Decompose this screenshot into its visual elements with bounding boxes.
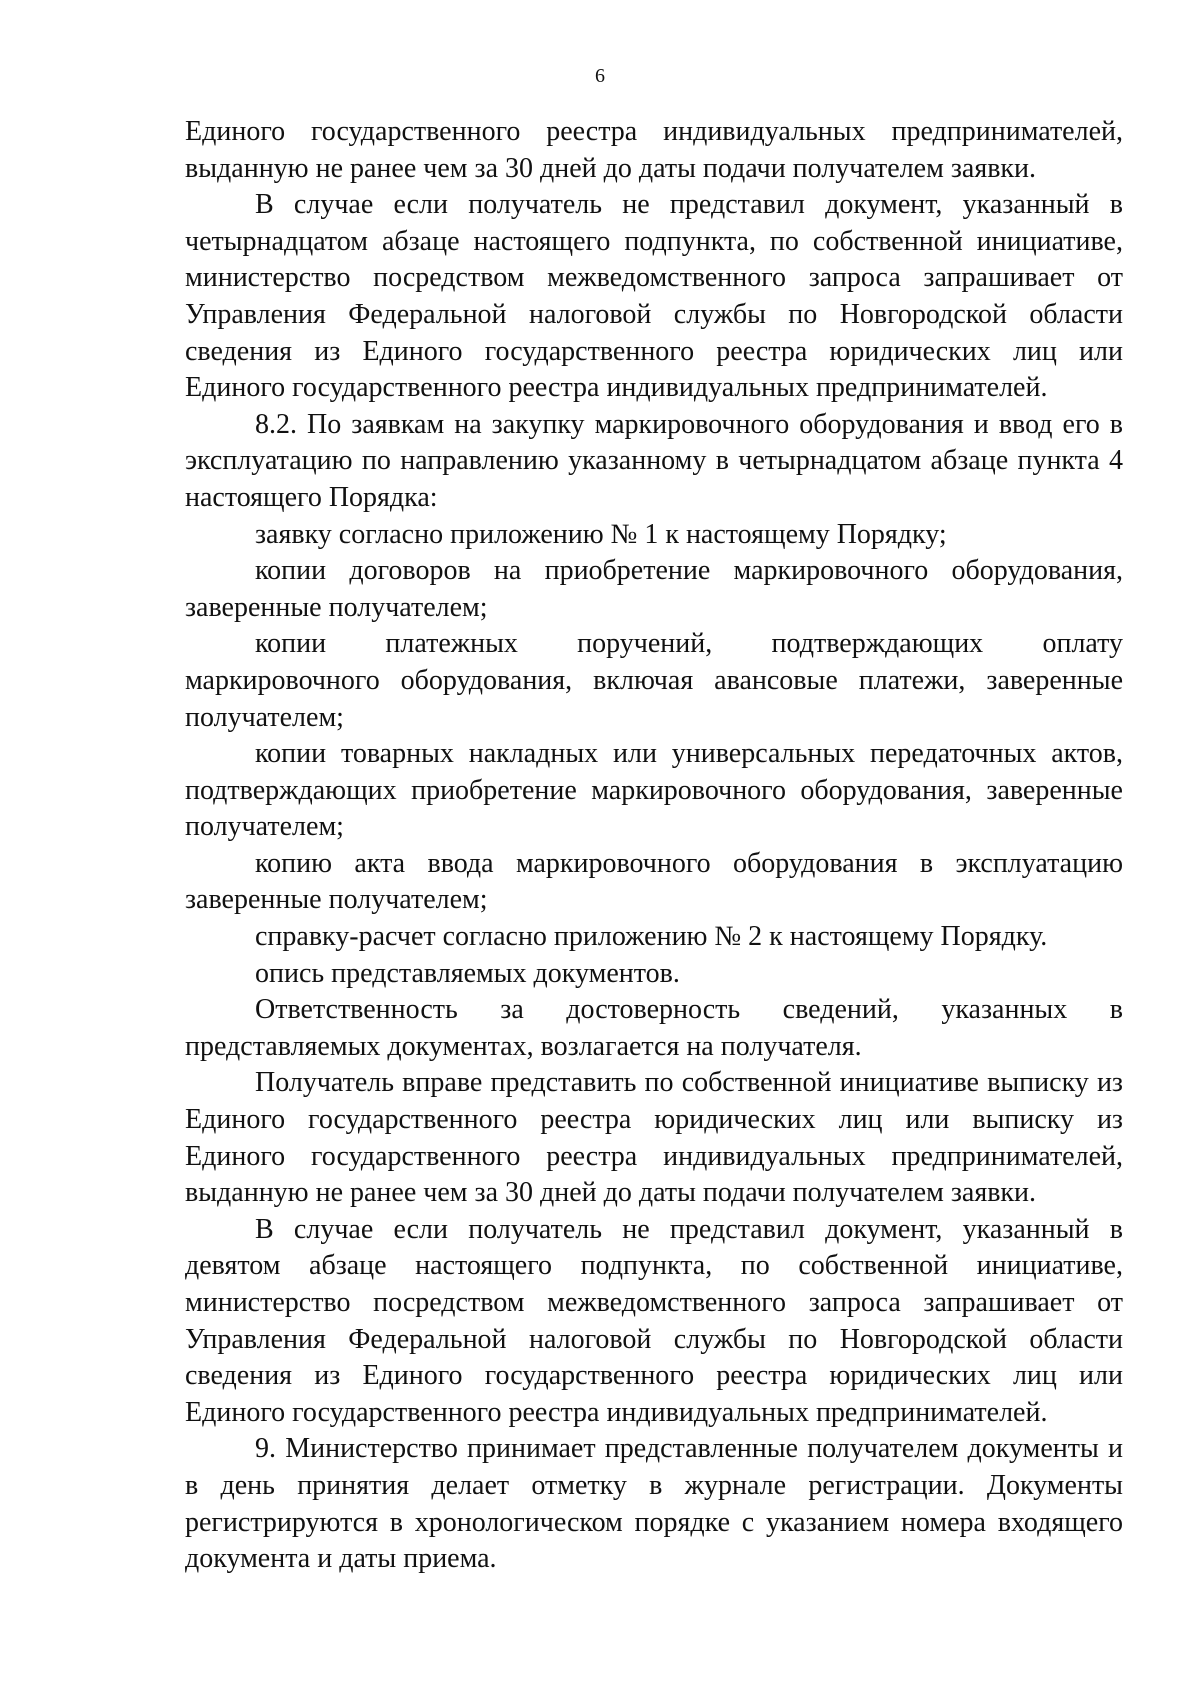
page-number: 6	[595, 65, 605, 87]
paragraph-continuation	[185, 114, 1123, 187]
paragraph-section-8-2	[185, 407, 1123, 517]
text-line: выданную не ранее чем за 30 дней до даты подачи получателем заявки.	[185, 1177, 1037, 1209]
text-line: копии товарных накладных или универсальных передаточных актов,	[255, 738, 1123, 770]
text-line: копии договоров на приобретение маркировочного оборудования,	[255, 555, 1123, 587]
list-item	[185, 919, 1123, 956]
text-line: регистрируются в хронологическом порядке с указанием номера входящего	[185, 1506, 1123, 1538]
text-line: министерство посредством межведомственного запроса запрашивает от	[185, 262, 1123, 294]
text-line: эксплуатацию по направлению указанному в четырнадцатом абзаце пункта 4	[185, 445, 1123, 477]
text-line: В случае если получатель не представил документ, указанный в	[255, 1213, 1123, 1245]
text-line: настоящего Порядка:	[185, 481, 438, 513]
text-line: Единого государственного реестра юридических лиц или выписку из	[185, 1104, 1123, 1136]
text-line: В случае если получатель не представил документ, указанный в	[255, 189, 1123, 221]
text-line: выданную не ранее чем за 30 дней до даты подачи получателем заявки.	[185, 152, 1037, 184]
paragraph-section-9	[185, 1431, 1123, 1577]
text-line: Единого государственного реестра индивидуальных предпринимателей.	[185, 1396, 1048, 1428]
list-item	[185, 553, 1123, 626]
paragraph	[185, 187, 1123, 407]
text-line: получателем;	[185, 701, 344, 733]
text-line: маркировочного оборудования, включая авансовые платежи, заверенные	[185, 664, 1123, 696]
text-line: Единого государственного реестра индивидуальных предпринимателей,	[185, 116, 1123, 147]
text-line: 8.2. По заявкам на закупку маркировочного оборудования и ввод его в	[255, 408, 1123, 440]
text-line: заверенные получателем;	[185, 884, 488, 916]
text-line: девятом абзаце настоящего подпункта, по собственной инициативе,	[185, 1250, 1123, 1282]
text-line: Управления Федеральной налоговой службы по Новгородской области	[185, 1323, 1123, 1355]
text-line: Управления Федеральной налоговой службы по Новгородской области	[185, 298, 1123, 330]
paragraph	[185, 1065, 1123, 1211]
text-line: Ответственность за достоверность сведений, указанных в	[255, 994, 1123, 1026]
text-line: в день принятия делает отметку в журнале регистрации. Документы	[185, 1469, 1123, 1501]
paragraph	[185, 1212, 1123, 1432]
text-line: министерство посредством межведомственного запроса запрашивает от	[185, 1287, 1123, 1318]
document-body	[185, 114, 1123, 1578]
list-item	[185, 626, 1123, 736]
list-item	[185, 736, 1123, 846]
text-line: четырнадцатом абзаце настоящего подпункта, по собственной инициативе,	[185, 225, 1123, 257]
text-line: Единого государственного реестра индивидуальных предпринимателей.	[185, 372, 1048, 404]
text-line: сведения из Единого государственного реестра юридических лиц или	[185, 335, 1123, 367]
text-line: Получатель вправе представить по собственной инициативе выписку из	[255, 1067, 1123, 1099]
text-line: сведения из Единого государственного реестра юридических лиц или	[185, 1360, 1123, 1392]
text-line: заявку согласно приложению № 1 к настоящему Порядку;	[255, 518, 947, 550]
text-line: заверенные получателем;	[185, 591, 488, 623]
text-line: получателем;	[185, 811, 344, 843]
text-line: копии платежных поручений, подтверждающих оплату	[255, 628, 1123, 660]
text-line: Единого государственного реестра индивидуальных предпринимателей,	[185, 1140, 1123, 1172]
paragraph	[185, 992, 1123, 1065]
text-line: представляемых документах, возлагается на получателя.	[185, 1030, 862, 1062]
text-line: копию акта ввода маркировочного оборудования в эксплуатацию	[255, 847, 1123, 879]
list-item	[185, 517, 1123, 554]
text-line: подтверждающих приобретение маркировочного оборудования, заверенные	[185, 774, 1123, 806]
list-item	[185, 846, 1123, 919]
text-line: документа и даты приема.	[185, 1543, 497, 1575]
text-line: опись представляемых документов.	[255, 957, 680, 989]
list-item	[185, 956, 1123, 993]
text-line: справку-расчет согласно приложению № 2 к настоящему Порядку.	[255, 921, 1048, 953]
text-line: 9. Министерство принимает представленные получателем документы и	[255, 1433, 1123, 1465]
